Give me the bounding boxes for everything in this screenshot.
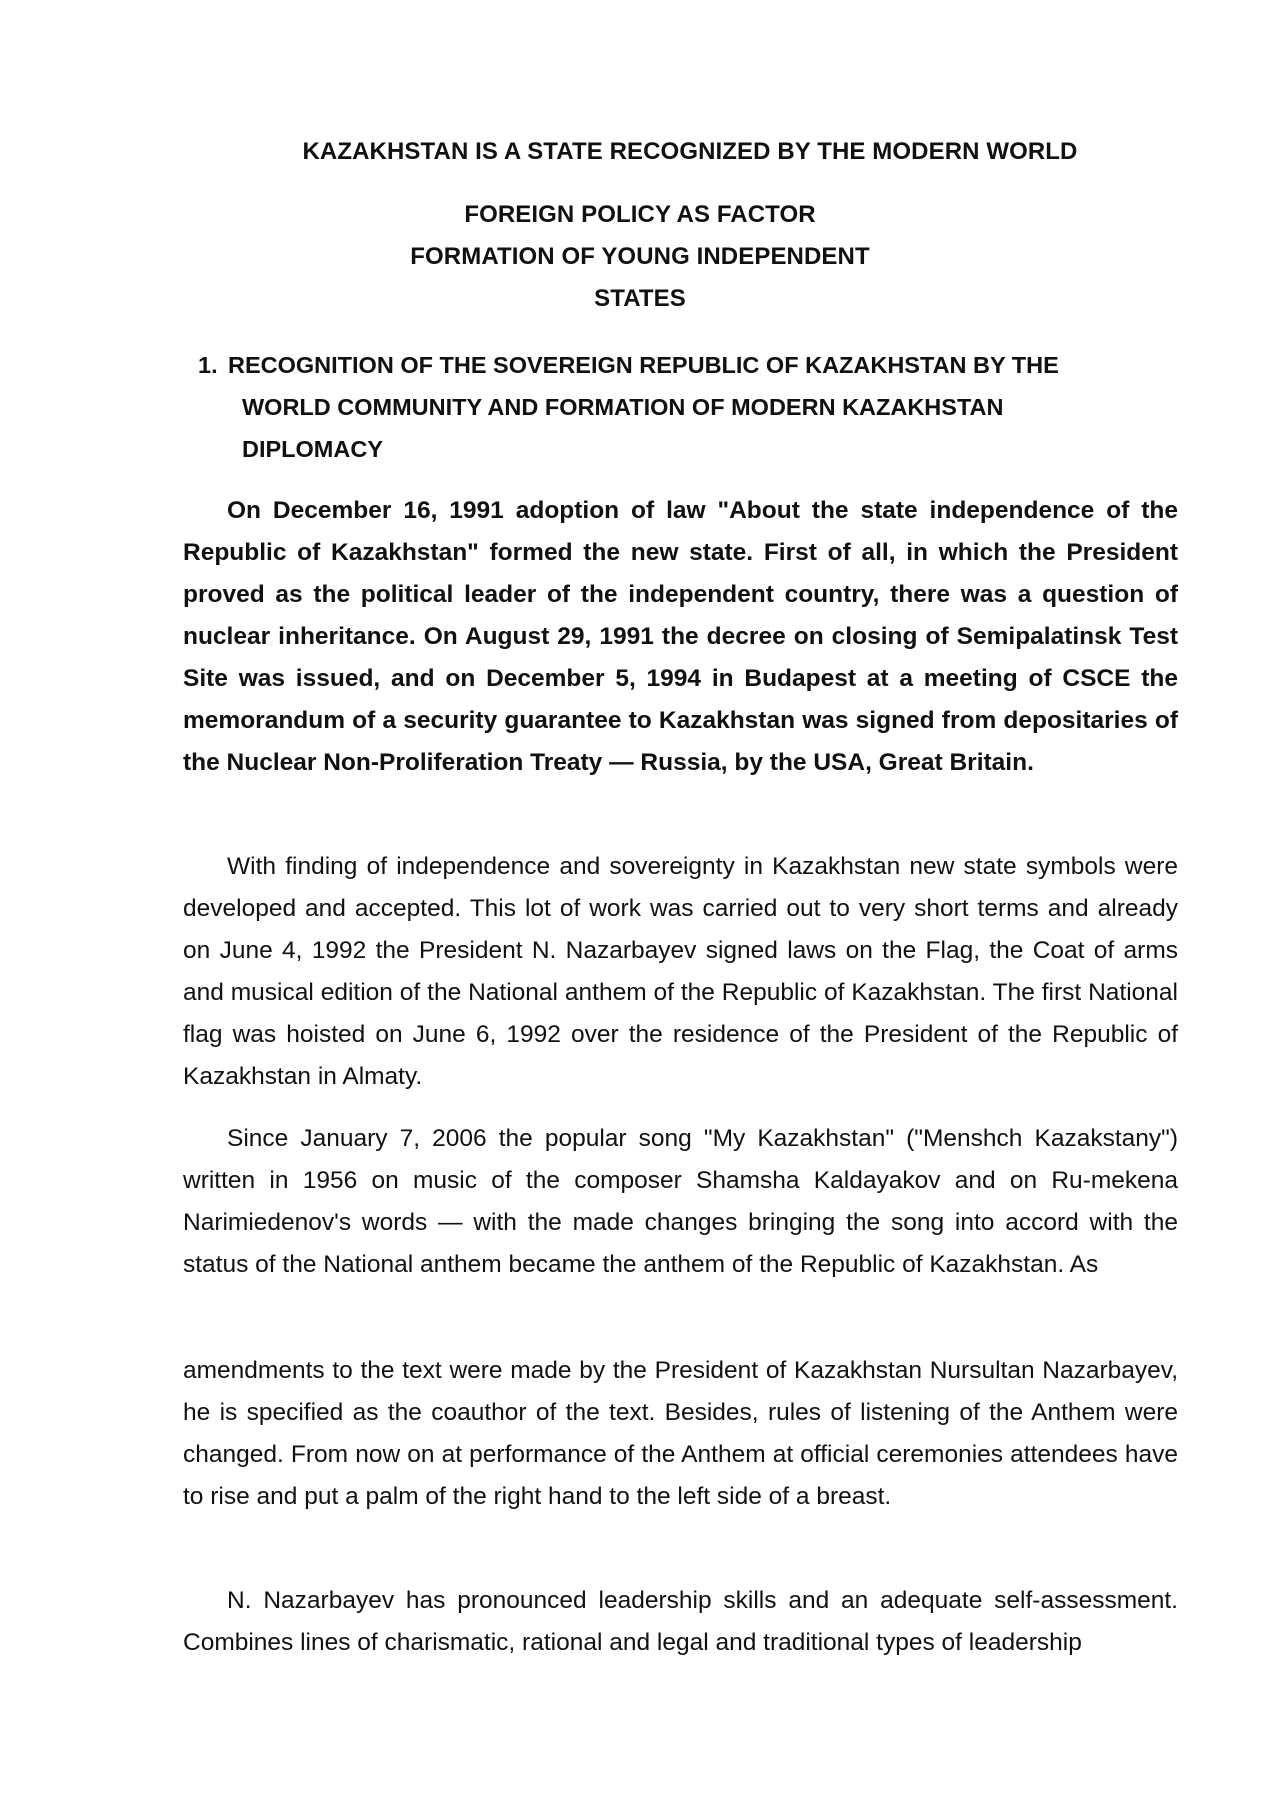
section-heading	[198, 344, 1098, 470]
section-number: 1.	[198, 352, 218, 378]
subtitle-line-1: FOREIGN POLICY AS FACTOR	[464, 201, 816, 228]
paragraph-1: On December 16, 1991 adoption of law "About the state independence of the Republic of Kazakhstan" formed the new state. First of all, in which the President proved as the political leader of the independent country, there was a question of nuclear inheritance. On August 29, 1991 the decree on closing of Semipalatinsk Test Site was issued, and on December 5, 1994 in Budapest at a meeting of CSCE the memorandum of a security guarantee to Kazakhstan was signed from depositaries of the Nuclear Non-Proliferation Treaty — Russia, by the USA, Great Britain.	[183, 497, 1178, 776]
section-heading-line-1: RECOGNITION OF THE SOVEREIGN REPUBLIC OF KAZAKHSTAN BY THE	[228, 352, 1059, 378]
document-title: KAZAKHSTAN IS A STATE RECOGNIZED BY THE MODERN WORLD	[302, 138, 1078, 165]
subtitle-line-2: FORMATION OF YOUNG INDEPENDENT	[410, 243, 870, 270]
section-heading-rest: WORLD COMMUNITY AND FORMATION OF MODERN KAZAKHSTAN DIPLOMACY	[242, 394, 1004, 462]
paragraph-2: With finding of independence and sovereignty in Kazakhstan new state symbols were developed and accepted. This lot of work was carried out to very short terms and already on June 4, 1992 the President N. Nazarbayev signed laws on the Flag, the Coat of arms and musical edition of the National anthem of the Republic of Kazakhstan. The first National flag was hoisted on June 6, 1992 over the residence of the President of the Republic of Kazakhstan in Almaty.	[183, 853, 1178, 1090]
paragraph-4: amendments to the text were made by the President of Kazakhstan Nursultan Nazarbayev, he is specified as the coauthor of the text. Besides, rules of listening of the Anthem were changed. From now on at performance of the Anthem at official ceremonies attendees have to rise and put a palm of the right hand to the left side of a breast.	[183, 1357, 1178, 1510]
paragraph-3: Since January 7, 2006 the popular song "My Kazakhstan" ("Menshch Kazakstany") written in 1956 on music of the composer Shamsha Kaldayakov and on Ru-mekena Narimiedenov's words — with the made changes bringing the song into accord with the status of the National anthem became the anthem of the Republic of Kazakhstan. As	[183, 1125, 1178, 1278]
paragraph-5: N. Nazarbayev has pronounced leadership skills and an adequate self-assessment. Combines lines of charismatic, rational and legal and traditional types of leadership	[183, 1587, 1178, 1656]
subtitle-line-3: STATES	[594, 285, 686, 312]
